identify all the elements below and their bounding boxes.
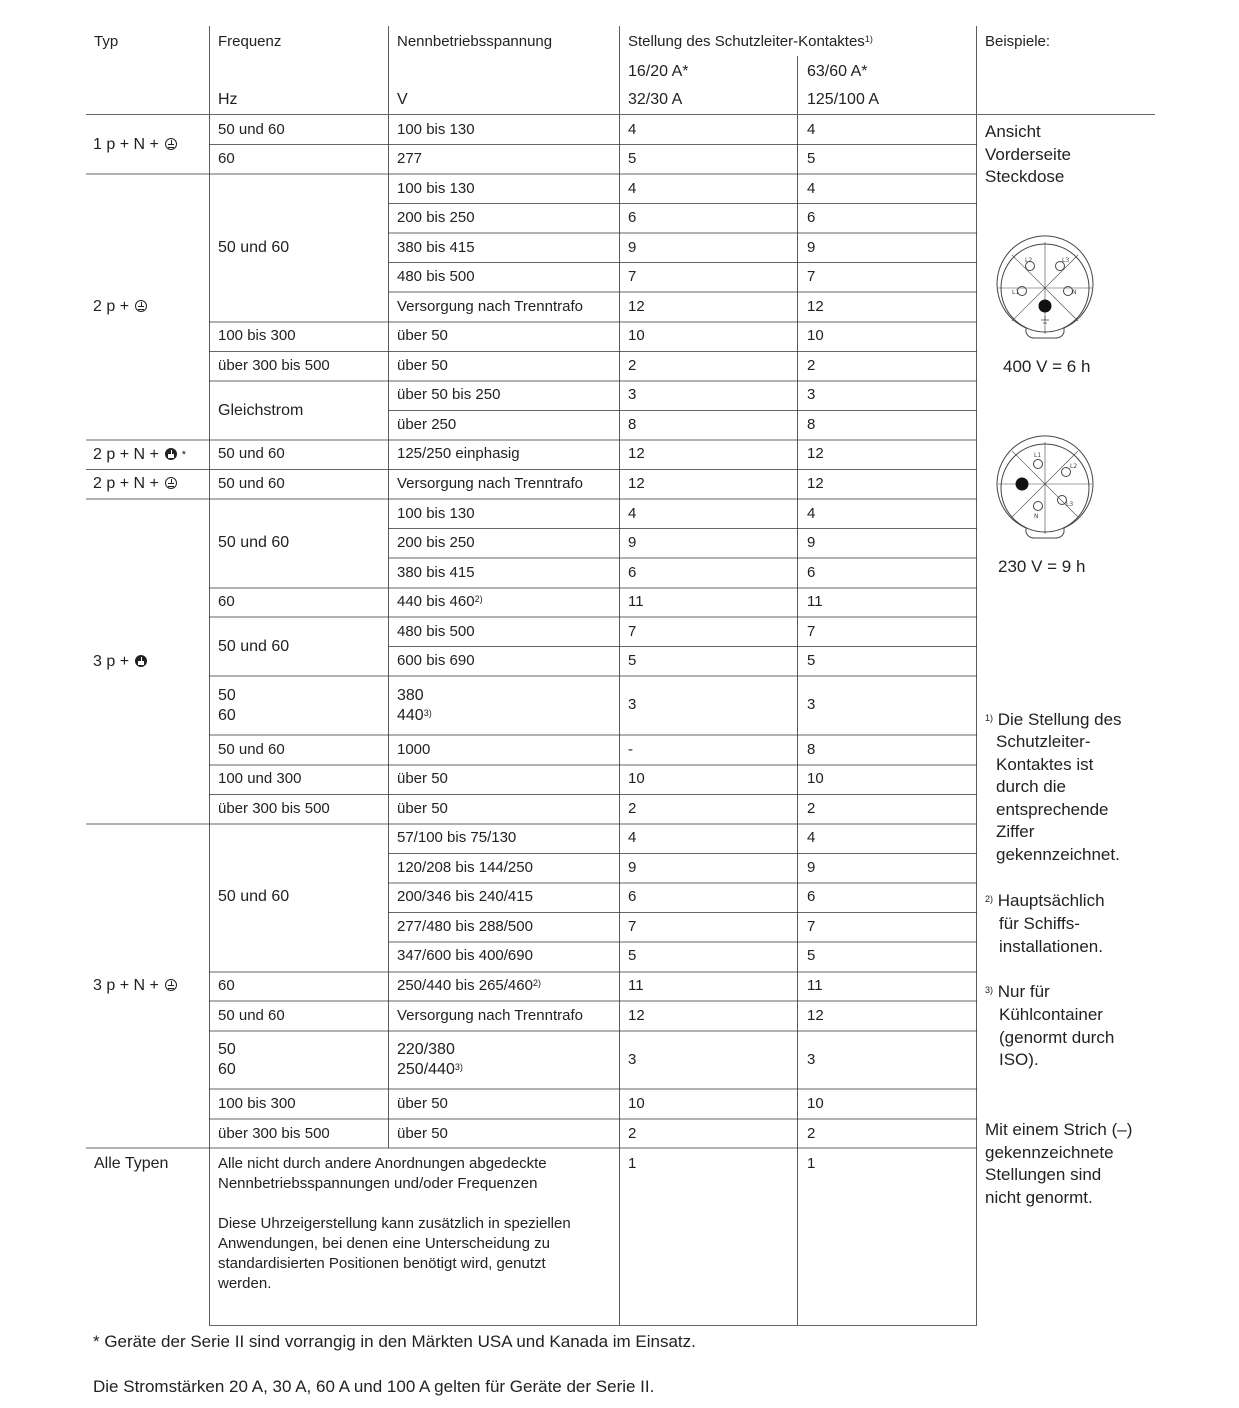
pos-b-cell: 8 [807, 416, 816, 433]
freq-cell: 50 und 60 [218, 445, 285, 462]
earth-icon [165, 138, 177, 150]
header-spannung-unit: V [397, 91, 408, 108]
earth-icon [165, 477, 177, 489]
freq-cell: 60 [218, 593, 235, 610]
side-note-2: $^{2)}$ Hauptsächlich [985, 891, 1105, 910]
pos-a-cell: - [628, 741, 633, 758]
earth-icon [165, 979, 177, 991]
pos-b-cell: 3 [807, 696, 816, 713]
pos-b-cell: 7 [807, 918, 816, 935]
volt-cell: 380 [397, 687, 424, 704]
pos-b-cell: 3 [807, 1051, 816, 1068]
header-col-b-line2: 125/100 A [807, 91, 880, 108]
pos-b-cell: 9 [807, 239, 816, 256]
pos-b-cell: 12 [807, 298, 824, 315]
volt-cell: über 250 [397, 416, 457, 433]
pos-b-cell: 4 [807, 505, 816, 522]
pin-label-l1: L1 [1034, 452, 1042, 459]
freq-cell: 100 und 300 [218, 770, 302, 787]
volt-cell: über 50 bis 250 [397, 386, 501, 403]
freq-cell: 60 [218, 150, 235, 167]
alle-desc-p1-line1: Alle nicht durch andere Anordnungen abgedeckte [218, 1155, 547, 1172]
pos-b-cell: 9 [807, 534, 816, 551]
type-1p-n-pe: 1 p + N + [93, 135, 177, 155]
type-alle: Alle Typen [94, 1155, 169, 1172]
volt-cell: 220/380 [397, 1041, 455, 1058]
pos-a-cell: 9 [628, 534, 637, 551]
side-dash-note: Mit einem Strich (–) gekennzeichnete Stellungen sind nicht genormt. [985, 1120, 1133, 1207]
alle-desc-p2-line2: Anwendungen, bei denen eine Unterscheidung zu [218, 1235, 550, 1252]
pos-a-cell: 12 [628, 445, 645, 462]
freq-cell: 60 [218, 977, 235, 994]
pos-b-cell: 11 [807, 593, 823, 610]
earth-filled-icon [165, 448, 177, 460]
pos-b-cell: 11 [807, 977, 823, 994]
freq-cell: 100 bis 300 [218, 1095, 296, 1112]
pos-a-cell: 1 [628, 1155, 637, 1172]
pos-a-cell: 4 [628, 505, 637, 522]
pos-a-cell: 7 [628, 268, 637, 285]
header-beispiele: Beispiele: [985, 33, 1051, 50]
pos-a-cell: 12 [628, 1007, 645, 1024]
pos-b-cell: 5 [807, 947, 816, 964]
footer-note-star: * Geräte der Serie II sind vorrangig in den Märkten USA und Kanada im Einsatz. [93, 1332, 696, 1351]
pos-b-cell: 2 [807, 357, 816, 374]
alle-desc-p2-line3: standardisierten Positionen benötigt wird, genutzt [218, 1255, 546, 1272]
type-3p-pe: 3 p + [93, 652, 147, 672]
pos-a-cell: 6 [628, 888, 637, 905]
alle-desc-p1-line2: Nennbetriebsspannungen und/oder Frequenzen [218, 1175, 538, 1192]
pos-a-cell: 10 [628, 1095, 645, 1112]
header-stellung: Stellung des Schutzleiter-Kontaktes$^{1)}$ [628, 33, 873, 50]
pin-label-n: N [1034, 513, 1039, 520]
pos-b-cell: 10 [807, 770, 824, 787]
pos-a-cell: 4 [628, 180, 637, 197]
volt-cell: 347/600 bis 400/690 [397, 947, 533, 964]
alle-desc-p2-line4: werden. [218, 1275, 272, 1292]
side-ansicht: Ansicht Vorderseite Steckdose [985, 122, 1071, 186]
volt-cell: über 50 [397, 800, 448, 817]
header-typ: Typ [94, 33, 119, 50]
freq-cell: 50 und 60 [218, 475, 285, 492]
pos-b-cell: 7 [807, 268, 816, 285]
volt-cell: über 50 [397, 1125, 448, 1142]
pos-b-cell: 5 [807, 652, 816, 669]
volt-cell: 480 bis 500 [397, 623, 475, 640]
header-spannung: Nennbetriebsspannung [397, 33, 553, 50]
volt-cell: 120/208 bis 144/250 [397, 859, 533, 876]
pos-a-cell: 3 [628, 696, 637, 713]
side-note-3: $^{3)}$ Nur für [985, 982, 1050, 1001]
pos-b-cell: 6 [807, 209, 816, 226]
volt-cell: über 50 [397, 770, 448, 787]
pos-a-cell: 11 [628, 977, 644, 994]
pos-b-cell: 4 [807, 829, 816, 846]
pos-a-cell: 5 [628, 947, 637, 964]
footer-note-series: Die Stromstärken 20 A, 30 A, 60 A und 100 A gelten für Geräte der Serie II. [93, 1377, 655, 1396]
volt-cell: 200 bis 250 [397, 534, 475, 551]
pos-b-cell: 6 [807, 564, 816, 581]
pos-a-cell: 3 [628, 1051, 637, 1068]
volt-cell: 600 bis 690 [397, 652, 475, 669]
pos-a-cell: 5 [628, 652, 637, 669]
volt-cell: 380 bis 415 [397, 239, 475, 256]
type-2p-n-pe-star: 2 p + N + * [93, 446, 187, 463]
volt-cell: über 50 [397, 327, 448, 344]
pos-b-cell: 2 [807, 800, 816, 817]
pos-a-cell: 6 [628, 564, 637, 581]
side-note-1-cont: Schutzleiter- Kontaktes ist durch die entsprechende Ziffer gekennzeichnet. [996, 732, 1120, 864]
volt-cell: 200 bis 250 [397, 209, 475, 226]
side-note-2-cont: für Schiffs- installationen. [999, 914, 1103, 956]
pos-a-cell: 10 [628, 770, 645, 787]
pos-b-cell: 1 [807, 1155, 816, 1172]
pos-a-cell: 7 [628, 918, 637, 935]
volt-cell: Versorgung nach Trenntrafo [397, 298, 583, 315]
freq-cell: 50 und 60 [218, 534, 290, 551]
header-col-a-line1: 16/20 A* [628, 63, 689, 80]
pos-b-cell: 12 [807, 475, 824, 492]
pin-label-l3: L3 [1062, 257, 1070, 264]
pos-a-cell: 4 [628, 121, 637, 138]
pos-a-cell: 2 [628, 1125, 637, 1142]
freq-cell: über 300 bis 500 [218, 800, 330, 817]
pos-a-cell: 5 [628, 150, 637, 167]
freq-cell: 50 [218, 687, 236, 704]
diagram-label-9h: 230 V = 9 h [998, 557, 1086, 576]
freq-cell: über 300 bis 500 [218, 357, 330, 374]
volt-cell: 277 [397, 150, 423, 167]
header-col-a-line2: 32/30 A [628, 91, 683, 108]
pos-a-cell: 2 [628, 357, 637, 374]
freq-cell: 100 bis 300 [218, 327, 296, 344]
socket-diagram-9h [990, 432, 1100, 542]
freq-cell: über 300 bis 500 [218, 1125, 330, 1142]
volt-cell: 1000 [397, 741, 431, 758]
pos-a-cell: 8 [628, 416, 637, 433]
alle-desc-p2-line1: Diese Uhrzeigerstellung kann zusätzlich in speziellen [218, 1215, 571, 1232]
volt-cell: 100 bis 130 [397, 121, 475, 138]
header-frequenz-unit: Hz [218, 91, 238, 108]
type-3p-n-pe: 3 p + N + [93, 976, 177, 996]
pos-b-cell: 10 [807, 327, 824, 344]
freq-cell: 50 und 60 [218, 888, 290, 905]
pos-b-cell: 4 [807, 121, 816, 138]
pos-a-cell: 10 [628, 327, 645, 344]
volt-cell: 440$^{3)}$ [397, 707, 432, 724]
socket-diagram-6h [990, 232, 1100, 342]
diagram-label-6h: 400 V = 6 h [1003, 357, 1091, 376]
header-col-b-line1: 63/60 A* [807, 63, 868, 80]
side-note-1: $^{1)}$ Die Stellung des [985, 710, 1122, 729]
type-2p-pe: 2 p + [93, 297, 147, 317]
pos-a-cell: 7 [628, 623, 637, 640]
freq-cell: 50 und 60 [218, 239, 290, 256]
earth-icon [135, 300, 147, 312]
earth-filled-icon [135, 655, 147, 667]
pos-a-cell: 9 [628, 859, 637, 876]
pos-b-cell: 6 [807, 888, 816, 905]
freq-cell: 50 und 60 [218, 1007, 285, 1024]
pos-a-cell: 4 [628, 829, 637, 846]
freq-cell: 50 [218, 1041, 236, 1058]
volt-cell: über 50 [397, 1095, 448, 1112]
freq-cell: Gleichstrom [218, 402, 304, 419]
freq-cell: 50 und 60 [218, 121, 285, 138]
pos-a-cell: 12 [628, 475, 645, 492]
volt-cell: Versorgung nach Trenntrafo [397, 475, 583, 492]
pin-label-l1: L1 [1012, 289, 1020, 296]
volt-cell: 440 bis 460$^{2)}$ [397, 593, 483, 610]
pin-label-l3: L3 [1066, 501, 1074, 508]
volt-cell: 57/100 bis 75/130 [397, 829, 517, 846]
pos-a-cell: 2 [628, 800, 637, 817]
pos-a-cell: 9 [628, 239, 637, 256]
pos-b-cell: 9 [807, 859, 816, 876]
freq-cell: 50 und 60 [218, 638, 290, 655]
pos-b-cell: 4 [807, 180, 816, 197]
volt-cell: Versorgung nach Trenntrafo [397, 1007, 583, 1024]
header-frequenz: Frequenz [218, 33, 282, 50]
pos-b-cell: 8 [807, 741, 816, 758]
pin-label-l2: L2 [1070, 463, 1078, 470]
pos-a-cell: 3 [628, 386, 637, 403]
volt-cell: 250/440$^{3)}$ [397, 1061, 463, 1078]
pos-b-cell: 12 [807, 445, 824, 462]
freq-cell: 60 [218, 707, 236, 724]
volt-cell: 100 bis 130 [397, 180, 475, 197]
pos-b-cell: 12 [807, 1007, 824, 1024]
volt-cell: 480 bis 500 [397, 268, 475, 285]
type-2p-n-pe: 2 p + N + [93, 474, 177, 494]
side-note-3-cont: Kühlcontainer (genormt durch ISO). [999, 1005, 1115, 1069]
pos-a-cell: 12 [628, 298, 645, 315]
freq-cell: 60 [218, 1061, 236, 1078]
volt-cell: 250/440 bis 265/460$^{2)}$ [397, 977, 541, 994]
pos-a-cell: 11 [628, 593, 644, 610]
volt-cell: 380 bis 415 [397, 564, 475, 581]
pos-a-cell: 6 [628, 209, 637, 226]
pin-label-l2: L2 [1025, 257, 1033, 264]
pin-label-n: N [1072, 289, 1077, 296]
volt-cell: 125/250 einphasig [397, 445, 520, 462]
freq-cell: 50 und 60 [218, 741, 285, 758]
volt-cell: 100 bis 130 [397, 505, 475, 522]
pos-b-cell: 7 [807, 623, 816, 640]
pos-b-cell: 3 [807, 386, 816, 403]
pos-b-cell: 5 [807, 150, 816, 167]
pos-b-cell: 10 [807, 1095, 824, 1112]
pos-b-cell: 2 [807, 1125, 816, 1142]
volt-cell: 277/480 bis 288/500 [397, 918, 533, 935]
volt-cell: 200/346 bis 240/415 [397, 888, 533, 905]
volt-cell: über 50 [397, 357, 448, 374]
